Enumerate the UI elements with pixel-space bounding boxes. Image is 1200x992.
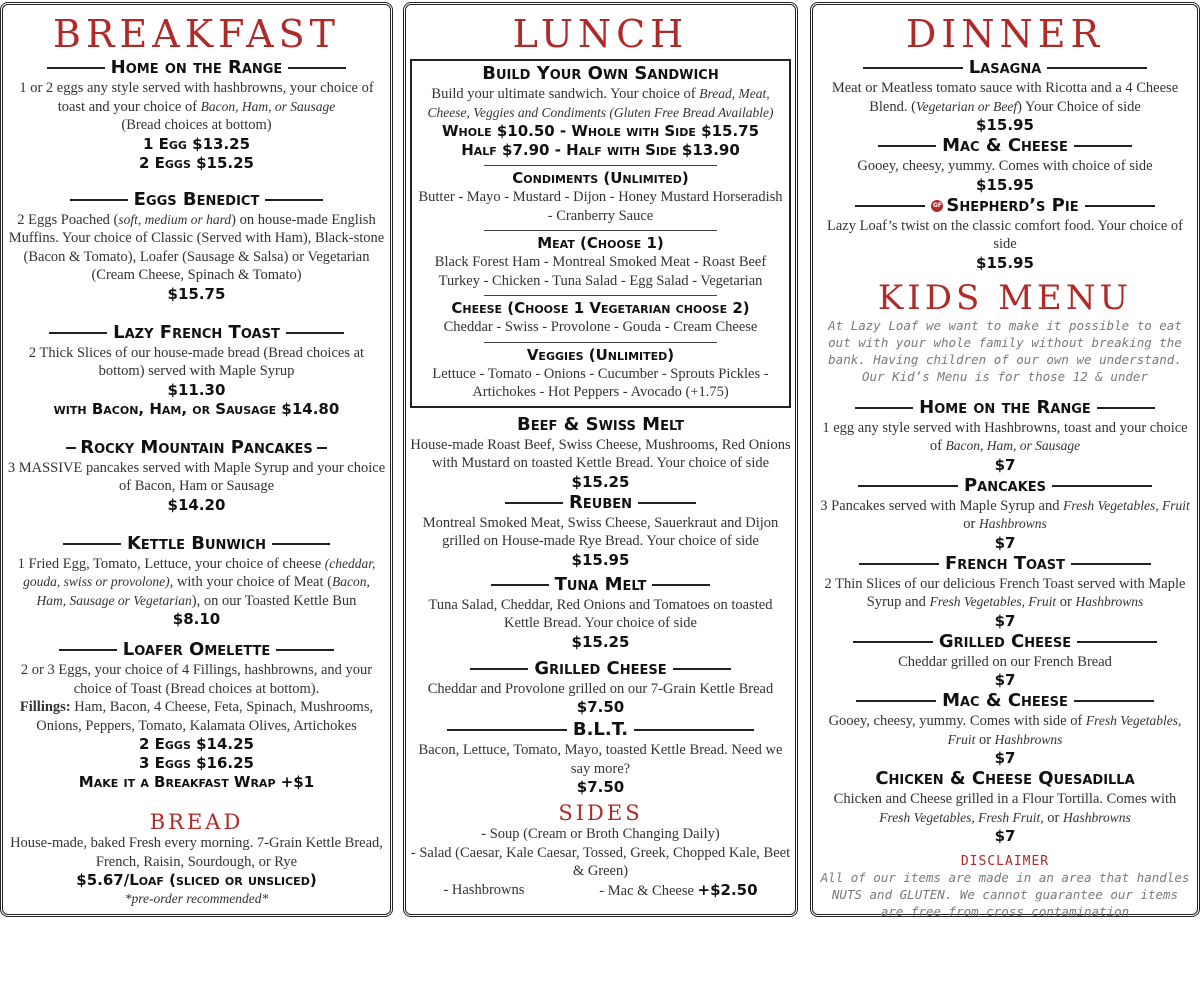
- menu-item-tuna-melt: [406, 574, 795, 652]
- condiments-heading: Condiments (Unlimited): [512, 169, 689, 187]
- item-description: Cheddar and Provolone grilled on our 7-Grain Kettle Bread: [427, 680, 774, 697]
- veggies-list: Lettuce - Tomato - Onions - Cucumber - Sprouts Pickles - Artichokes - Hot Peppers - Avocado (+1.75): [432, 365, 769, 400]
- condiments-list: Butter - Mayo - Mustard - Dijon - Honey Mustard Horseradish - Cranberry Sauce: [418, 189, 783, 224]
- item-description: 2 Eggs Poached (soft, medium or hard) on house-made English Muffins. Your choice of Classic (Served with Ham), Black-stone (Bacon & Tomato), Loafer (Sausage & Salsa) or Vegetarian (Cream Cheese, Spinach & Tomato): [8, 211, 385, 283]
- item-heading: Loafer Omelette: [3, 639, 390, 661]
- sides-title: SIDES: [558, 801, 643, 825]
- item-price: $7.50: [576, 778, 625, 796]
- kids-item-home-on-the-range: [813, 397, 1197, 475]
- menu-item-blt: [406, 719, 795, 797]
- divider: [484, 295, 717, 296]
- divider: [484, 165, 717, 166]
- item-price: 3 Eggs $16.25: [139, 754, 254, 772]
- item-heading: Home on the Range: [813, 397, 1197, 419]
- item-price: 1 Egg $13.25: [142, 134, 251, 153]
- menu-item-grilled-cheese: [406, 658, 795, 718]
- item-heading: Grilled Cheese: [406, 658, 795, 680]
- item-heading: French Toast: [813, 553, 1197, 575]
- bread-title: BREAD: [149, 810, 244, 834]
- item-price: $8.10: [172, 610, 221, 628]
- gluten-free-icon: GF: [931, 200, 943, 212]
- menu-item-home-on-the-range: [3, 57, 390, 173]
- item-heading: Tuna Melt: [406, 574, 795, 596]
- cheese-list: Cheddar - Swiss - Provolone - Gouda - Cream Cheese: [443, 319, 758, 335]
- item-price: $7: [994, 671, 1016, 689]
- item-price: $15.95: [976, 175, 1034, 194]
- item-price: $7: [994, 827, 1016, 845]
- side-hashbrowns: - Hashbrowns: [443, 881, 525, 898]
- meat-heading: Meat (Choose 1): [537, 234, 664, 252]
- item-price: $11.30: [167, 380, 226, 399]
- item-heading: GF Shepherd’s Pie: [813, 195, 1197, 217]
- item-description: Lazy Loaf’s twist on the classic comfort food. Your choice of side: [827, 217, 1183, 252]
- item-description: Bacon, Lettuce, Tomato, Mayo, toasted Kettle Bread. Need we say more?: [418, 742, 783, 777]
- kids-item-grilled-cheese: [813, 631, 1197, 691]
- item-description: 2 Thick Slices of our house-made bread (Bread choices at bottom) served with Maple Syrup: [28, 344, 365, 379]
- item-heading: Pancakes: [813, 475, 1197, 497]
- item-heading: Beef & Swiss Melt: [517, 413, 684, 435]
- menu-item-kettle-bunwich: [3, 533, 390, 630]
- dinner-title: DINNER: [905, 12, 1105, 56]
- kids-item-pancakes: [813, 475, 1197, 553]
- dinner-panel: [810, 2, 1200, 917]
- item-description: Meat or Meatless tomato sauce with Ricotta and a 4 Cheese Blend. (Vegetarian or Beef) Your Choice of side: [831, 80, 1179, 115]
- sides-section: [406, 801, 795, 900]
- item-price: $15.95: [976, 253, 1034, 272]
- veggies-heading: Veggies (Unlimited): [526, 345, 675, 364]
- disclaimer-text: All of our items are made in an area that handles NUTS and GLUTEN. We cannot guarantee our items are free from cross contamination: [820, 870, 1190, 919]
- item-price: $7: [994, 749, 1016, 767]
- item-description: 2 or 3 Eggs, your choice of 4 Fillings, hashbrowns, and your choice of Toast (Bread choices at bottom).: [20, 662, 373, 697]
- menu-item-shepherds-pie: [813, 195, 1197, 273]
- item-heading: Grilled Cheese: [813, 631, 1197, 653]
- item-price: Whole $10.50 - Whole with Side $15.75: [441, 122, 760, 140]
- kids-item-quesadilla: [813, 768, 1197, 846]
- item-description: Gooey, cheesy, yummy. Comes with choice of side: [857, 158, 1153, 174]
- kids-item-mac-cheese: [813, 690, 1197, 768]
- item-description: 3 MASSIVE pancakes served with Maple Syrup and your choice of Bacon, Ham or Sausage: [7, 459, 386, 494]
- item-price-addon: with Bacon, Ham, or Sausage $14.80: [53, 399, 340, 418]
- item-heading: Lazy French Toast: [3, 322, 390, 344]
- item-price: $14.20: [167, 495, 226, 514]
- lunch-title: LUNCH: [512, 12, 689, 56]
- menu-item-lasagna: [813, 57, 1197, 135]
- item-description: Build your ultimate sandwich. Your choice of Bread, Meat, Cheese, Veggies and Condiments (Gluten Free Bread Available): [427, 86, 774, 120]
- item-price: $15.95: [571, 550, 630, 569]
- bread-description: House-made, baked Fresh every morning. 7-Grain Kettle Bread, French, Raisin, Sourdough, or Rye: [10, 835, 383, 870]
- build-your-own-sandwich-box: [410, 59, 791, 408]
- item-description: 3 Pancakes served with Maple Syrup and Fresh Vegetables, Fruit or Hashbrowns: [820, 497, 1190, 532]
- item-price: $15.25: [571, 472, 630, 491]
- menu-item-beef-swiss-melt: [406, 414, 795, 492]
- menu-item-eggs-benedict: [3, 189, 390, 304]
- item-description: Tuna Salad, Cheddar, Red Onions and Tomatoes on toasted Kettle Bread. Your choice of side: [428, 596, 773, 631]
- item-fillings: Fillings: Ham, Bacon, 4 Cheese, Feta, Spinach, Mushrooms, Onions, Peppers, Tomato, Kalamata Olives, Artichokes: [19, 699, 374, 734]
- item-heading: Eggs Benedict: [3, 189, 390, 211]
- menu-item-rocky-mountain-pancakes: [3, 437, 390, 515]
- kids-item-french-toast: [813, 553, 1197, 631]
- item-description: Cheddar grilled on our French Bread: [898, 653, 1112, 670]
- item-price: $7: [994, 611, 1016, 630]
- item-description: 1 Fried Egg, Tomato, Lettuce, your choice of cheese (cheddar, gouda, swiss or provolone), with your choice of Meat (Bacon, Ham, Sausage or Vegetarian), on our Toasted Kettle Bun: [17, 555, 376, 609]
- item-heading: Build Your Own Sandwich: [482, 63, 719, 84]
- item-price: $7: [994, 455, 1016, 474]
- lunch-panel: [403, 2, 798, 917]
- breakfast-panel: [0, 2, 393, 917]
- item-description: House-made Roast Beef, Swiss Cheese, Mushrooms, Red Onions with Mustard on toasted Kettle Bread. Your choice of side: [410, 436, 791, 471]
- item-heading: Mac & Cheese: [813, 690, 1197, 712]
- side-soup: - Soup (Cream or Broth Changing Daily): [481, 826, 720, 842]
- breakfast-title: BREAKFAST: [53, 12, 340, 56]
- menu-item-reuben: [406, 492, 795, 570]
- menu-item-lazy-french-toast: [3, 322, 390, 419]
- side-mac-cheese: - Mac & Cheese +$2.50: [599, 880, 758, 899]
- item-heading: Mac & Cheese: [813, 135, 1197, 157]
- item-addon: Make it a Breakfast Wrap +$1: [78, 773, 315, 791]
- bread-section: [3, 810, 390, 909]
- menu-item-loafer-omelette: [3, 639, 390, 792]
- item-heading: Lasagna: [813, 57, 1197, 79]
- item-price: 2 Eggs $15.25: [139, 153, 254, 172]
- item-description: Gooey, cheesy, yummy. Comes with side of Fresh Vegetables, Fruit or Hashbrowns: [828, 713, 1182, 748]
- item-description: 2 Thin Slices of our delicious French Toast served with Maple Syrup and Fresh Vegetables, Fruit or Hashbrowns: [824, 575, 1186, 610]
- divider: [484, 230, 717, 231]
- item-heading: B.L.T.: [406, 719, 795, 741]
- item-description: 1 egg any style served with Hashbrowns, toast and your choice of Bacon, Ham, or Sausage: [822, 419, 1188, 454]
- sides-row: [406, 881, 795, 901]
- item-price: $15.75: [167, 284, 226, 303]
- item-description: Montreal Smoked Meat, Swiss Cheese, Sauerkraut and Dijon grilled on House-made Rye Bread. Your choice of side: [422, 514, 779, 549]
- side-salad: - Salad (Caesar, Kale Caesar, Tossed, Greek, Chopped Kale, Beet & Green): [410, 844, 791, 879]
- item-price: $7: [994, 533, 1016, 552]
- item-price: 2 Eggs $14.25: [139, 735, 254, 753]
- menu-item-mac-cheese: [813, 135, 1197, 195]
- kids-intro: At Lazy Loaf we want to make it possible to eat out with your whole family without breaking the bank. Having children of our own we understand. Our Kid’s Menu is for those 12 & under: [828, 317, 1182, 384]
- item-price: $7.50: [576, 698, 625, 716]
- item-price: $15.95: [976, 116, 1034, 134]
- item-heading: Reuben: [406, 492, 795, 514]
- item-description: 1 or 2 eggs any style served with hashbrowns, your choice of toast and your choice of Bacon, Ham, or Sausage (Bread choices at bottom): [19, 80, 374, 133]
- item-price: Half $7.90 - Half with Side $13.90: [461, 141, 740, 159]
- item-description: Chicken and Cheese grilled in a Flour Tortilla. Comes with Fresh Vegetables, Fresh Fruit, or Hashbrowns: [833, 791, 1177, 826]
- divider: [484, 342, 717, 343]
- item-price: $15.25: [571, 632, 630, 651]
- item-heading: Kettle Bunwich: [3, 533, 390, 555]
- disclaimer-title: DISCLAIMER: [960, 854, 1050, 869]
- bread-note: *pre-order recommended*: [124, 891, 269, 906]
- item-heading: Rocky Mountain Pancakes: [3, 437, 390, 459]
- item-heading: Home on the Range: [3, 57, 390, 79]
- meat-list: Black Forest Ham - Montreal Smoked Meat - Roast Beef Turkey - Chicken - Tuna Salad - Egg Salad - Vegetarian: [434, 254, 767, 289]
- bread-price: $5.67/Loaf (sliced or unsliced): [76, 871, 317, 889]
- item-heading: Chicken & Cheese Quesadilla: [875, 768, 1135, 789]
- kids-menu-title: KIDS MENU: [877, 277, 1133, 318]
- cheese-heading: Cheese (Choose 1 Vegetarian choose 2): [451, 299, 750, 317]
